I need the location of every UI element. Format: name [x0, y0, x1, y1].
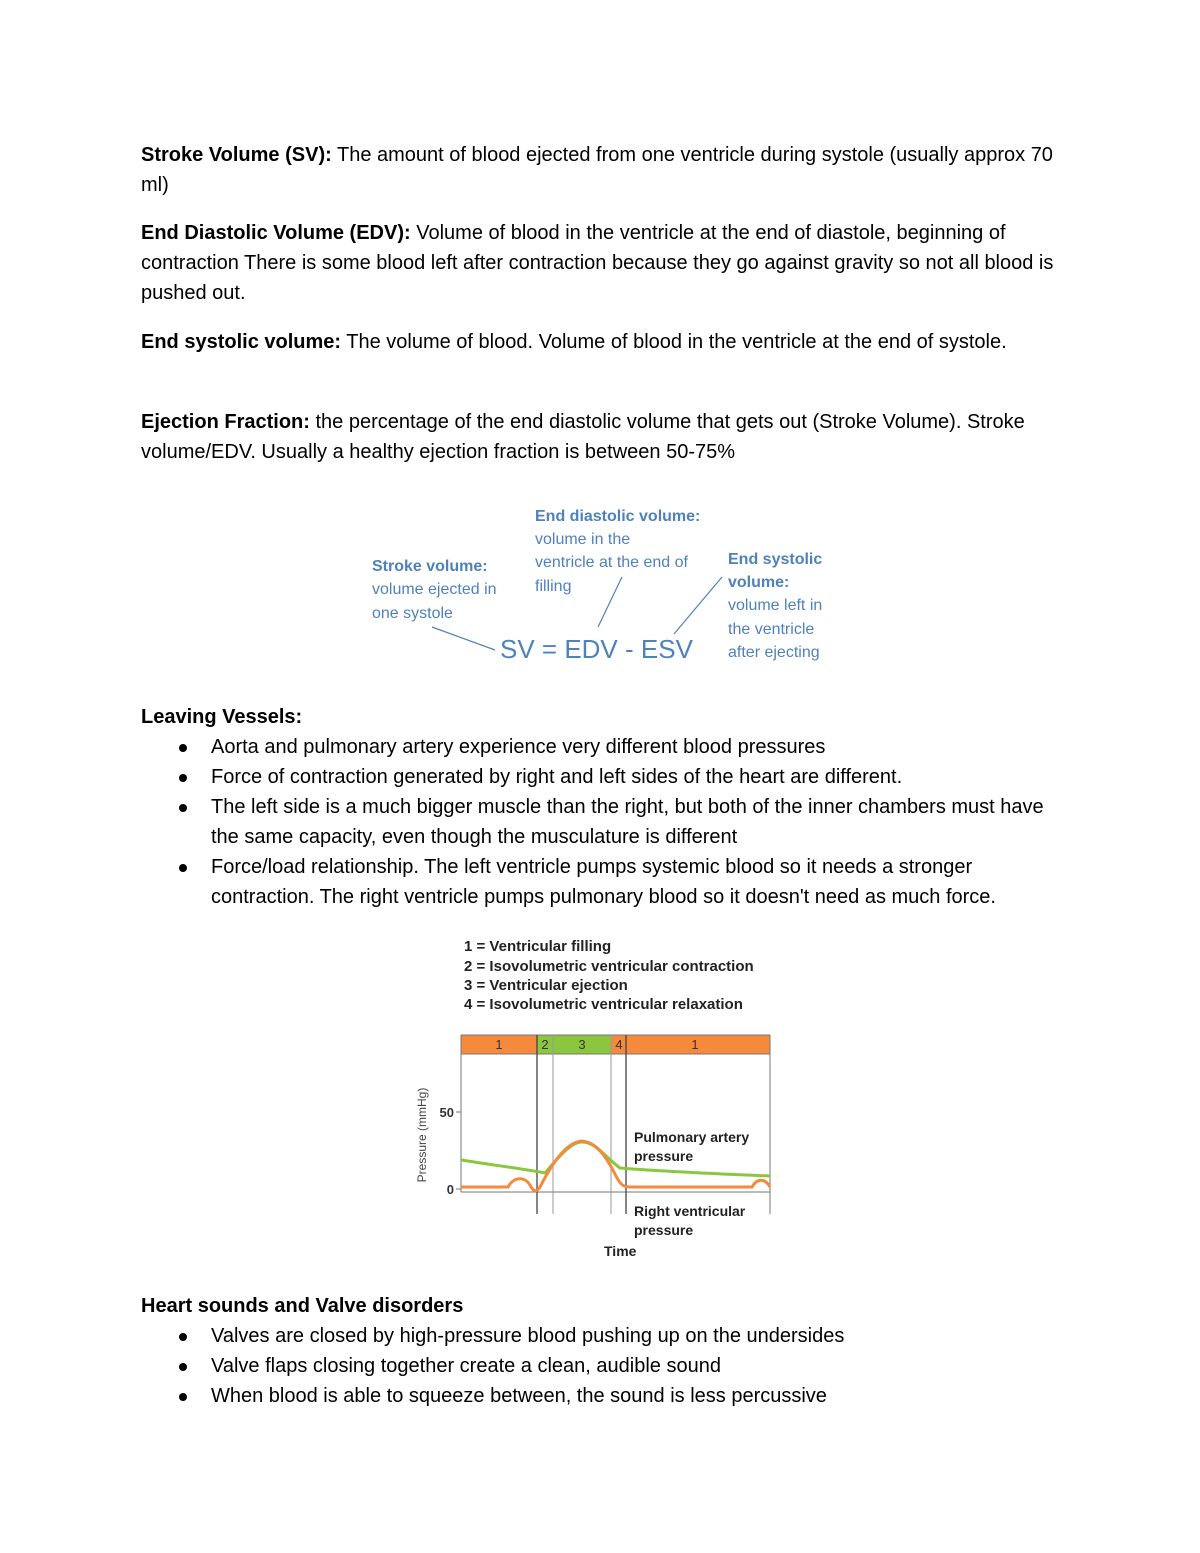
x-axis-label: Time: [604, 1243, 637, 1259]
heart-sounds-list: [141, 1321, 1071, 1411]
sv-line-1: volume ejected in: [372, 581, 497, 598]
series-label-right-ventricular: pressure: [634, 1222, 694, 1238]
leaving-vessels-heading: Leaving Vessels:: [141, 706, 303, 728]
edv-line-3: filling: [535, 578, 572, 595]
list-item: The left side is a much bigger muscle than the right, but both of the inner chambers must have the same capacity, even though the musculature is different: [141, 792, 1071, 852]
list-item: When blood is able to squeeze between, the sound is less percussive: [141, 1381, 1071, 1411]
phase-label: 1: [495, 1037, 503, 1052]
legend-item: 4 = Isovolumetric ventricular relaxation: [464, 996, 743, 1013]
phase-label: 1: [691, 1037, 699, 1052]
phase-label: 2: [541, 1037, 549, 1052]
definition-text: Volume of blood in the ventricle at the end of diastole, beginning of contraction There is some blood left after contraction because they go against gravity so not all blood is pushed out.: [141, 222, 1054, 304]
definition-text: The volume of blood. Volume of blood in the ventricle at the end of systole.: [341, 331, 1007, 353]
definition-ejection-fraction: [141, 407, 1071, 467]
y-axis-label: Pressure (mmHg): [415, 1087, 429, 1183]
edv-connector: [598, 577, 622, 627]
esv-line-1: volume left in: [728, 597, 823, 614]
series-label-right-ventricular: Right ventricular: [634, 1203, 746, 1219]
list-item: Aorta and pulmonary artery experience very different blood pressures: [141, 732, 1071, 762]
pressure-chart: [390, 930, 790, 1265]
y-tick-label: 50: [439, 1105, 454, 1120]
term: End systolic volume:: [141, 331, 342, 353]
definition-stroke-volume: [141, 140, 1071, 200]
phase-label: 4: [615, 1037, 623, 1052]
esv-connector: [674, 577, 722, 634]
esv-line-3: after ejecting: [728, 644, 820, 661]
legend-item: 1 = Ventricular filling: [464, 938, 612, 955]
term: Stroke Volume (SV):: [141, 144, 332, 166]
sv-title: Stroke volume:: [372, 558, 488, 575]
sv-equation: SV = EDV - ESV: [500, 634, 693, 664]
heart-sounds-heading: Heart sounds and Valve disorders: [141, 1295, 464, 1317]
sv-line-2: one systole: [372, 605, 453, 622]
edv-line-2: ventricle at the end of: [535, 554, 688, 571]
edv-line-1: volume in the: [535, 531, 631, 548]
y-tick-label: 0: [446, 1182, 454, 1197]
legend-item: 3 = Ventricular ejection: [464, 977, 628, 994]
series-label-pulmonary: Pulmonary artery: [634, 1129, 750, 1145]
definition-end-diastolic-volume: [141, 218, 1071, 308]
list-item: Valves are closed by high-pressure blood pushing up on the undersides: [141, 1321, 1071, 1351]
series-line-pulmonary-artery: [461, 1142, 770, 1176]
definition-end-systolic-volume: [141, 327, 1071, 357]
stroke-volume-diagram: [360, 500, 860, 670]
term: End Diastolic Volume (EDV):: [141, 222, 411, 244]
leaving-vessels-list: [141, 732, 1071, 912]
term: Ejection Fraction:: [141, 411, 310, 433]
series-label-pulmonary: pressure: [634, 1148, 694, 1164]
list-item: Force/load relationship. The left ventricle pumps systemic blood so it needs a stronger contraction. The right ventricle pumps pulmonary blood so it doesn't need as much force.: [141, 852, 1071, 912]
sv-connector: [432, 627, 495, 650]
definition-text: the percentage of the end diastolic volume that gets out (Stroke Volume). Stroke volume/EDV. Usually a healthy ejection fraction is between 50-75%: [141, 411, 1025, 463]
esv-title-1: End systolic: [728, 551, 823, 568]
esv-title-2: volume:: [728, 574, 790, 591]
list-item: Force of contraction generated by right and left sides of the heart are different.: [141, 762, 1071, 792]
esv-line-2: the ventricle: [728, 621, 815, 638]
phase-label: 3: [578, 1037, 586, 1052]
edv-title: End diastolic volume:: [535, 508, 701, 525]
definition-text: The amount of blood ejected from one ventricle during systole (usually approx 70 ml): [141, 144, 1053, 196]
legend-item: 2 = Isovolumetric ventricular contraction: [464, 958, 754, 975]
list-item: Valve flaps closing together create a clean, audible sound: [141, 1351, 1071, 1381]
